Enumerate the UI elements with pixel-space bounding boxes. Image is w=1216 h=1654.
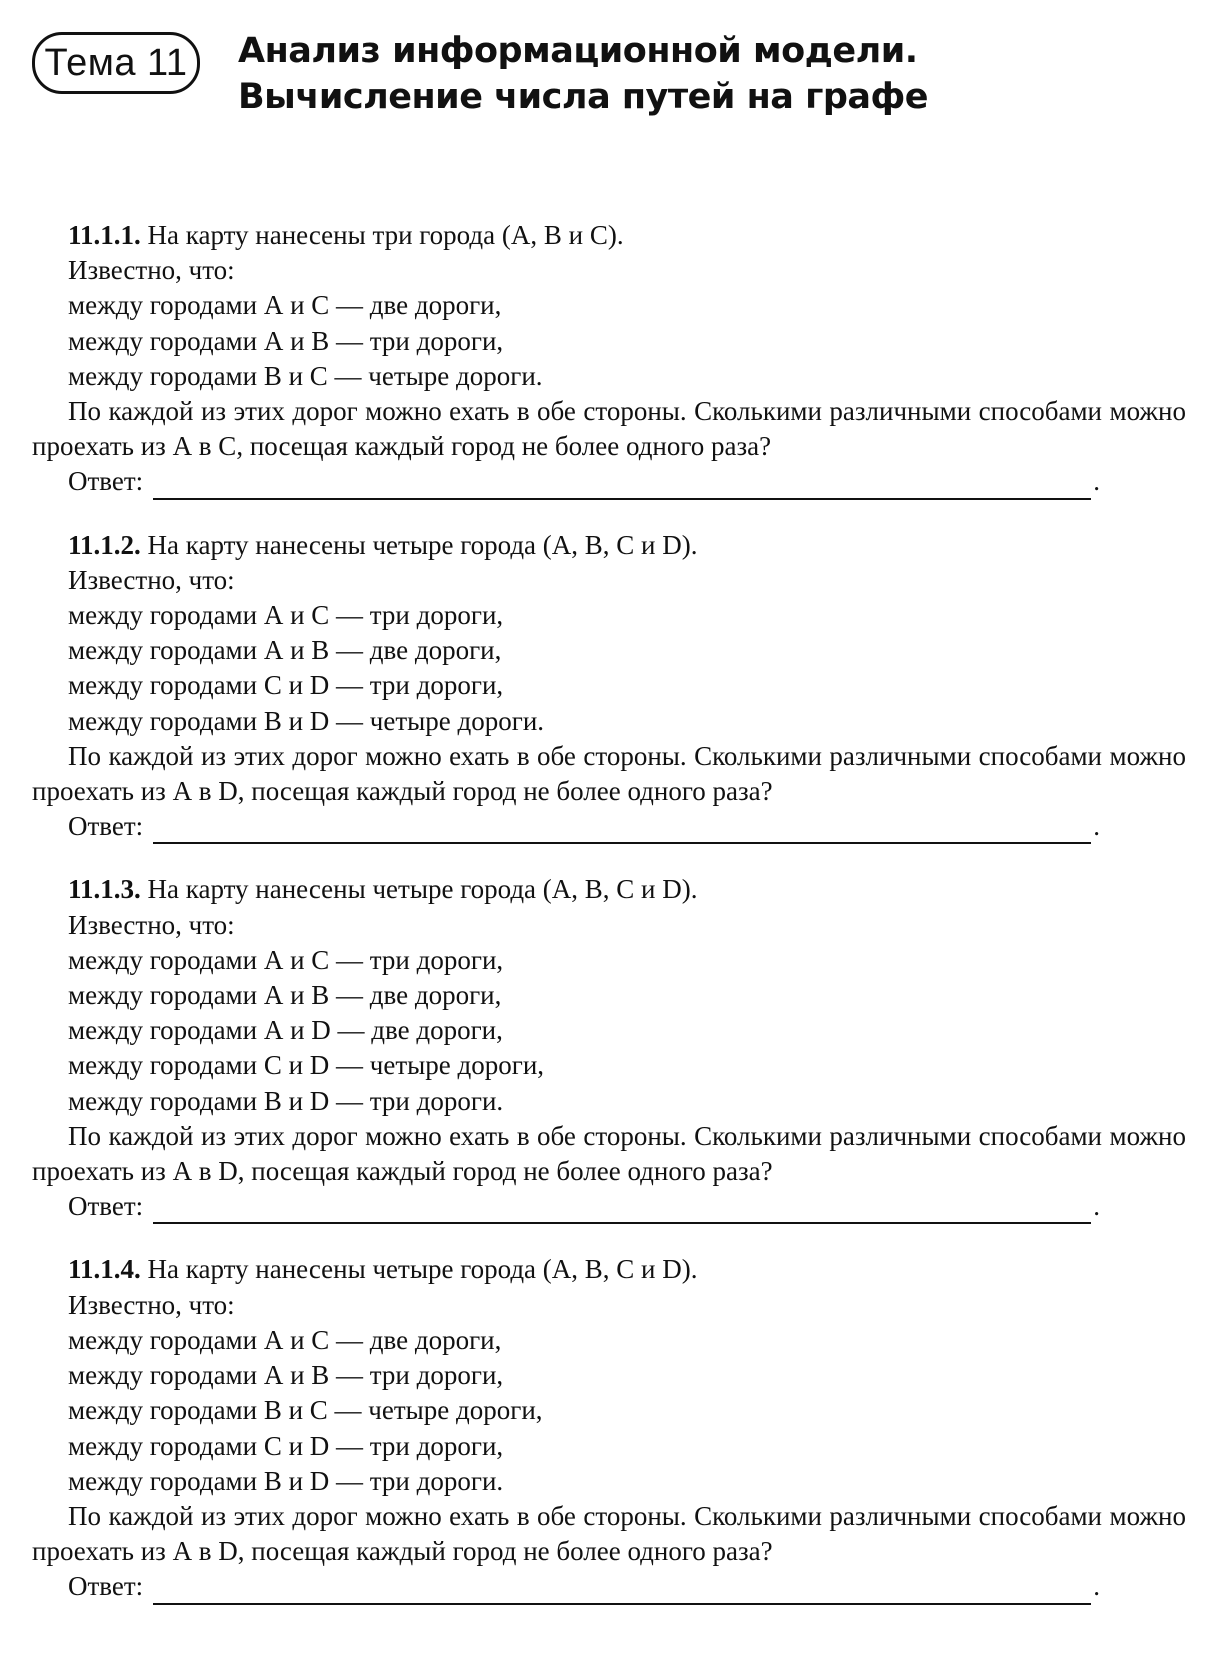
task-intro: На карту нанесены четыре города (А, В, С и D).	[140, 1254, 698, 1285]
answer-row	[32, 1569, 1186, 1604]
road-line: между городами В и D — три дороги.	[68, 1465, 504, 1496]
task-11-1-4	[32, 1252, 1186, 1604]
road-line: между городами А и D — две дороги,	[68, 1015, 503, 1046]
answer-field[interactable]	[153, 1196, 1091, 1224]
answer-row	[32, 464, 1186, 499]
task-question-text: По каждой из этих дорог можно ехать в обе стороны. Сколькими различными способами можно проехать из А в D, посещая каждый город не более одного раза?	[32, 740, 1186, 807]
task-number: 11.1.2.	[68, 529, 141, 560]
title-line-1: Анализ информационной модели.	[238, 31, 918, 71]
road-line: между городами А и С — три дороги,	[68, 600, 504, 631]
task-heading	[32, 218, 1186, 253]
road-line: между городами А и С — три дороги,	[68, 944, 504, 975]
answer-field[interactable]	[153, 472, 1091, 500]
task-number: 11.1.3.	[68, 874, 141, 905]
task-known: Известно, что:	[68, 1289, 235, 1320]
road-line: между городами А и В — две дороги,	[68, 635, 502, 666]
page-title	[238, 28, 928, 120]
task-question-text: По каждой из этих дорог можно ехать в обе стороны. Сколькими различными способами можно проехать из А в D, посещая каждый город не более одного раза?	[32, 1500, 1186, 1567]
task-known: Известно, что:	[68, 255, 235, 286]
road-line: между городами А и В — три дороги,	[68, 1360, 504, 1391]
answer-field[interactable]	[153, 816, 1091, 844]
task-intro: На карту нанесены три города (А, В и С).	[140, 220, 624, 250]
road-line: между городами В и D — четыре дороги.	[68, 705, 545, 736]
road-line: между городами В и D — три дороги.	[68, 1085, 504, 1116]
task-number: 11.1.4.	[68, 1254, 141, 1285]
answer-field[interactable]	[153, 1577, 1091, 1605]
road-line: между городами В и С — четыре дороги.	[68, 360, 543, 391]
task-11-1-1	[32, 218, 1186, 500]
page-header	[30, 28, 1180, 124]
task-list	[32, 218, 1186, 1633]
task-question	[32, 1499, 1186, 1569]
task-heading	[32, 528, 1186, 563]
task-intro: На карту нанесены четыре города (А, В, С и D).	[140, 874, 698, 905]
topic-badge: Тема 11	[32, 32, 200, 94]
road-line: между городами А и В — три дороги,	[68, 325, 504, 356]
task-11-1-2	[32, 528, 1186, 845]
task-heading	[32, 1252, 1186, 1287]
task-question	[32, 394, 1186, 464]
task-11-1-3	[32, 872, 1186, 1224]
task-known: Известно, что:	[68, 564, 235, 595]
task-number: 11.1.1.	[68, 220, 141, 250]
answer-row	[32, 809, 1186, 844]
task-question	[32, 739, 1186, 809]
road-line: между городами С и D — четыре дороги,	[68, 1050, 545, 1081]
answer-period: .	[1093, 1571, 1100, 1602]
road-line: между городами С и D — три дороги,	[68, 1430, 504, 1461]
task-question	[32, 1119, 1186, 1189]
answer-label: Ответ:	[68, 1571, 144, 1602]
road-line: между городами А и С — две дороги,	[68, 290, 502, 321]
answer-row	[32, 1189, 1186, 1224]
answer-period: .	[1093, 1191, 1100, 1222]
answer-label: Ответ:	[68, 811, 144, 842]
title-line-2: Вычисление числа путей на графе	[238, 77, 929, 117]
road-line: между городами А и В — две дороги,	[68, 980, 502, 1011]
road-line: между городами С и D — три дороги,	[68, 670, 504, 701]
task-question-text: По каждой из этих дорог можно ехать в обе стороны. Сколькими различными способами можно проехать из А в D, посещая каждый город не более одного раза?	[32, 1120, 1186, 1187]
answer-period: .	[1093, 466, 1100, 497]
task-heading	[32, 872, 1186, 907]
task-intro: На карту нанесены четыре города (А, В, С и D).	[140, 529, 698, 560]
task-question-text: По каждой из этих дорог можно ехать в обе стороны. Сколькими различными способами можно проехать из А в С, посещая каждый город не более одного раза?	[32, 396, 1186, 462]
answer-period: .	[1093, 811, 1100, 842]
answer-label: Ответ:	[68, 466, 144, 497]
answer-label: Ответ:	[68, 1191, 144, 1222]
road-line: между городами А и С — две дороги,	[68, 1324, 502, 1355]
road-line: между городами В и С — четыре дороги,	[68, 1395, 543, 1426]
task-known: Известно, что:	[68, 909, 235, 940]
